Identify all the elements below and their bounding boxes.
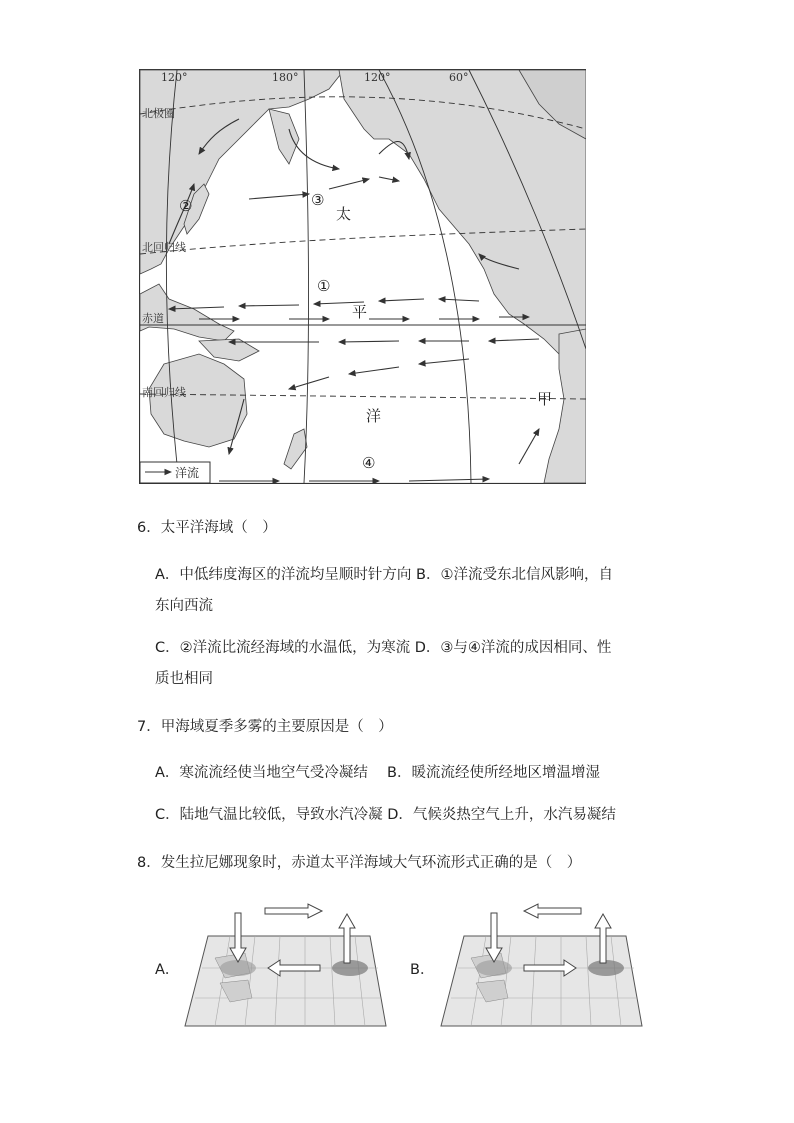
- lon-label-2: 120°: [364, 71, 391, 84]
- option-b-diagram[interactable]: [436, 898, 644, 1030]
- upper-arrow-east: [265, 904, 322, 918]
- marker-2: ②: [179, 197, 193, 215]
- question-7-stem: 7．甲海域夏季多雾的主要原因是（ ）: [137, 719, 393, 735]
- upper-arrow-west: [524, 904, 581, 918]
- question-7-line-1[interactable]: A．寒流流经使当地空气受冷凝结 B．暖流流经使所经地区增温增湿: [155, 765, 600, 781]
- lon-label-1: 180°: [272, 71, 299, 84]
- jia-label: 甲: [537, 390, 553, 408]
- question-8-stem: 8．发生拉尼娜现象时，赤道太平洋海域大气环流形式正确的是（ ）: [137, 855, 582, 871]
- option-a-label[interactable]: A．: [155, 962, 180, 978]
- pacific-current-map: [139, 69, 586, 484]
- question-6-line-1[interactable]: A．中低纬度海区的洋流均呈顺时针方向 B．①洋流受东北信风影响，自: [155, 567, 613, 583]
- option-a-diagram[interactable]: [180, 898, 388, 1030]
- marker-1: ①: [317, 277, 331, 295]
- marker-4: ④: [362, 454, 376, 472]
- lat-label-tropic-cancer: 北回归线: [142, 241, 186, 254]
- question-6-line-3[interactable]: C．②洋流比流经海域的水温低，为寒流 D．③与④洋流的成因相同、性: [155, 640, 612, 656]
- marker-3: ③: [311, 191, 325, 209]
- legend-label: 洋流: [175, 466, 200, 480]
- question-6-stem: 6．太平洋海域（ ）: [137, 520, 277, 536]
- question-7-line-2[interactable]: C．陆地气温比较低，导致水汽冷凝 D．气候炎热空气上升，水汽易凝结: [155, 807, 616, 823]
- option-b-label[interactable]: B．: [410, 962, 435, 978]
- lat-label-equator: 赤道: [142, 312, 164, 325]
- ocean-char-tai: 太: [336, 205, 352, 223]
- lat-label-arctic: 北极圈: [142, 107, 175, 120]
- lat-label-tropic-capricorn: 南回归线: [142, 386, 186, 399]
- question-6-line-2: 东向西流: [155, 598, 213, 614]
- lon-label-0: 120°: [161, 71, 188, 84]
- ocean-char-yang: 洋: [366, 407, 382, 425]
- question-6-line-4: 质也相同: [155, 671, 213, 687]
- map-legend: [140, 462, 210, 483]
- lon-label-3: 60°: [449, 71, 469, 84]
- ocean-char-ping: 平: [352, 303, 368, 321]
